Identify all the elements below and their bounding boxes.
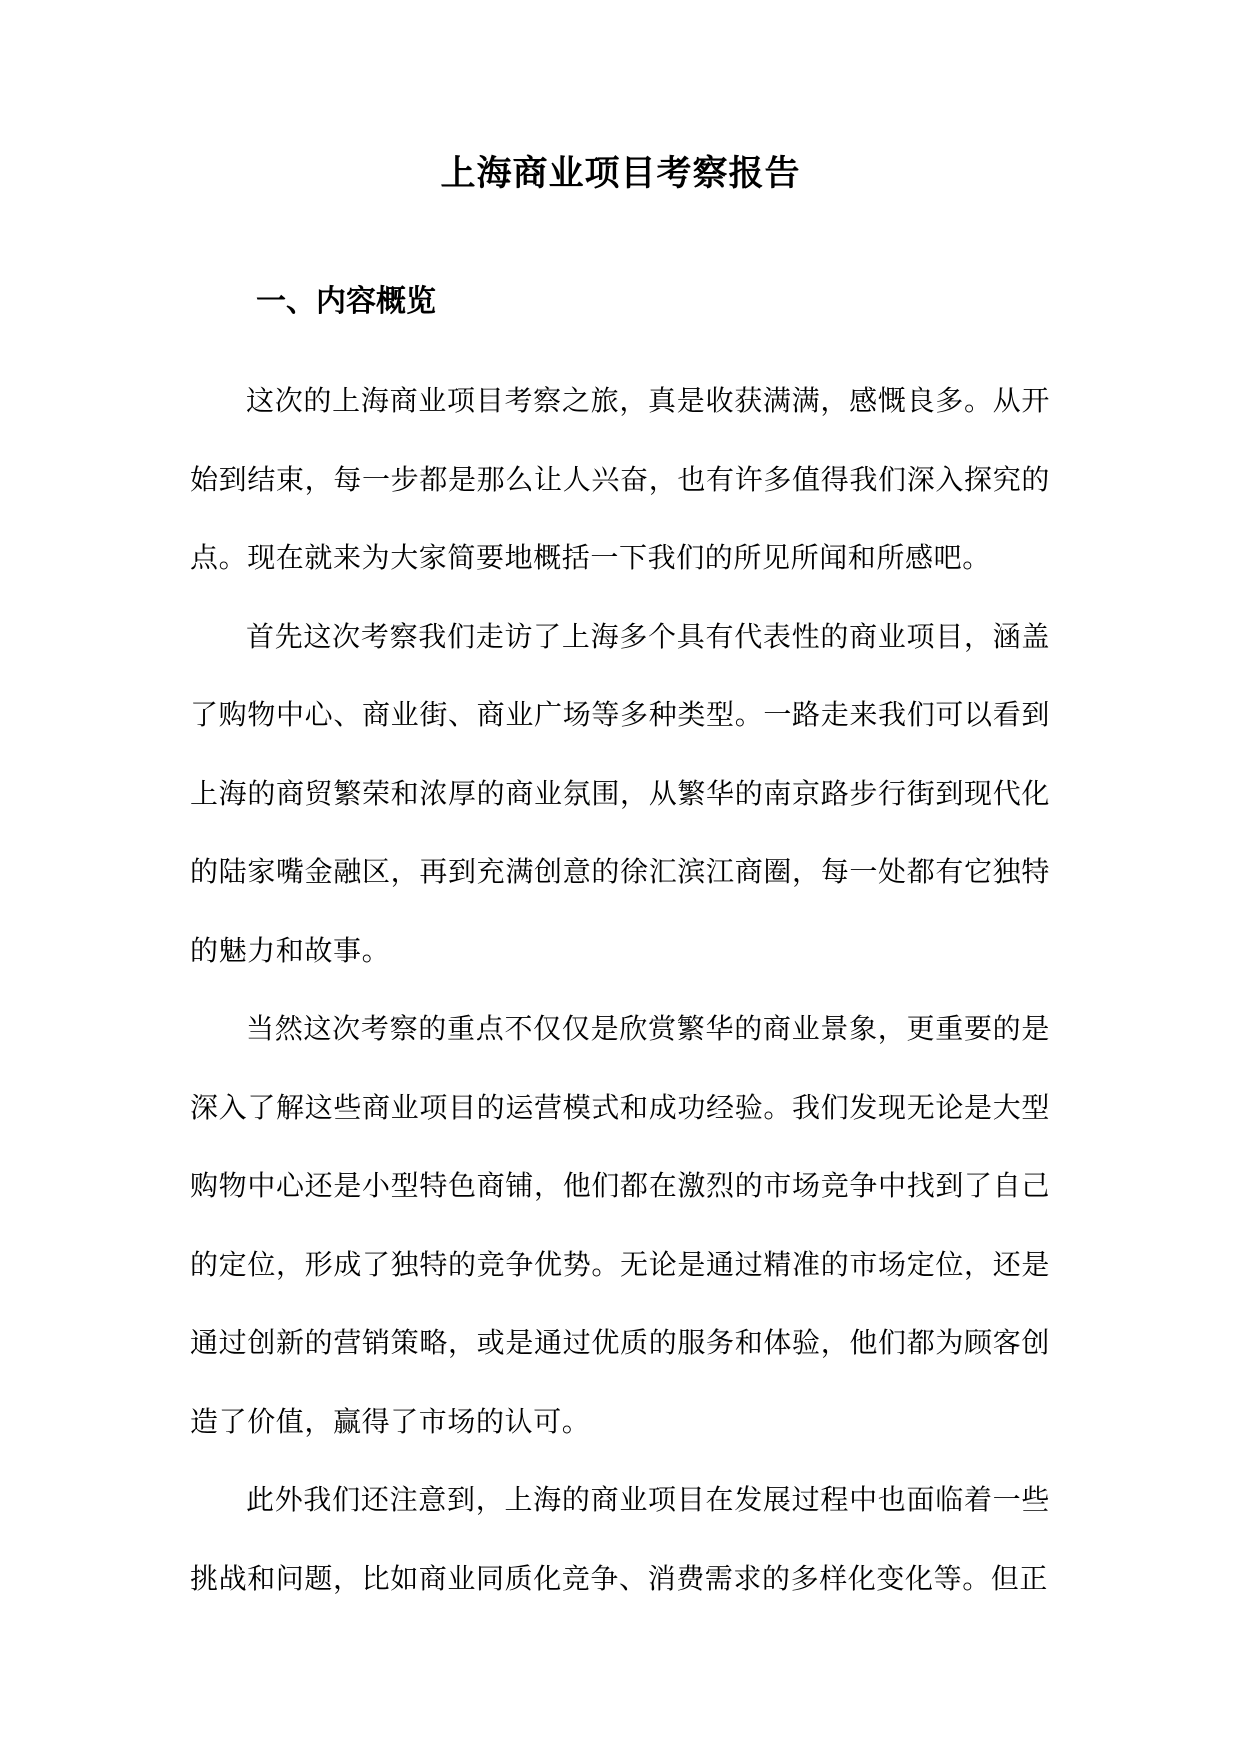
document-title: 上海商业项目考察报告 (440, 153, 801, 194)
paragraph: 首先这次考察我们走访了上海多个具有代表性的商业项目，涵盖了购物中心、商业街、商业广场等多种类型。一路走来我们可以看到上海的商贸繁荣和浓厚的商业氛围，从繁华的南京路步行街到现代化的陆家嘴金融区，再到充满创意的徐汇滨江商圈，每一处都有它独特的魅力和故事。 (190, 619, 1050, 967)
document-body (190, 362, 1050, 1618)
paragraph: 这次的上海商业项目考察之旅，真是收获满满，感慨良多。从开始到结束，每一步都是那么让人兴奋，也有许多值得我们深入探究的点。现在就来为大家简要地概括一下我们的所见所闻和所感吧。 (190, 384, 1050, 574)
paragraph: 当然这次考察的重点不仅仅是欣赏繁华的商业景象，更重要的是深入了解这些商业项目的运营模式和成功经验。我们发现无论是大型购物中心还是小型特色商铺，他们都在激烈的市场竞争中找到了自己的定位，形成了独特的竞争优势。无论是通过精准的市场定位，还是通过创新的营销策略，或是通过优质的服务和体验，他们都为顾客创造了价值，赢得了市场的认可。 (190, 1012, 1050, 1438)
section-heading: 一、内容概览 (256, 284, 436, 319)
paragraph: 此外我们还注意到，上海的商业项目在发展过程中也面临着一些挑战和问题，比如商业同质化竞争、消费需求的多样化变化等。但正 (190, 1483, 1050, 1595)
